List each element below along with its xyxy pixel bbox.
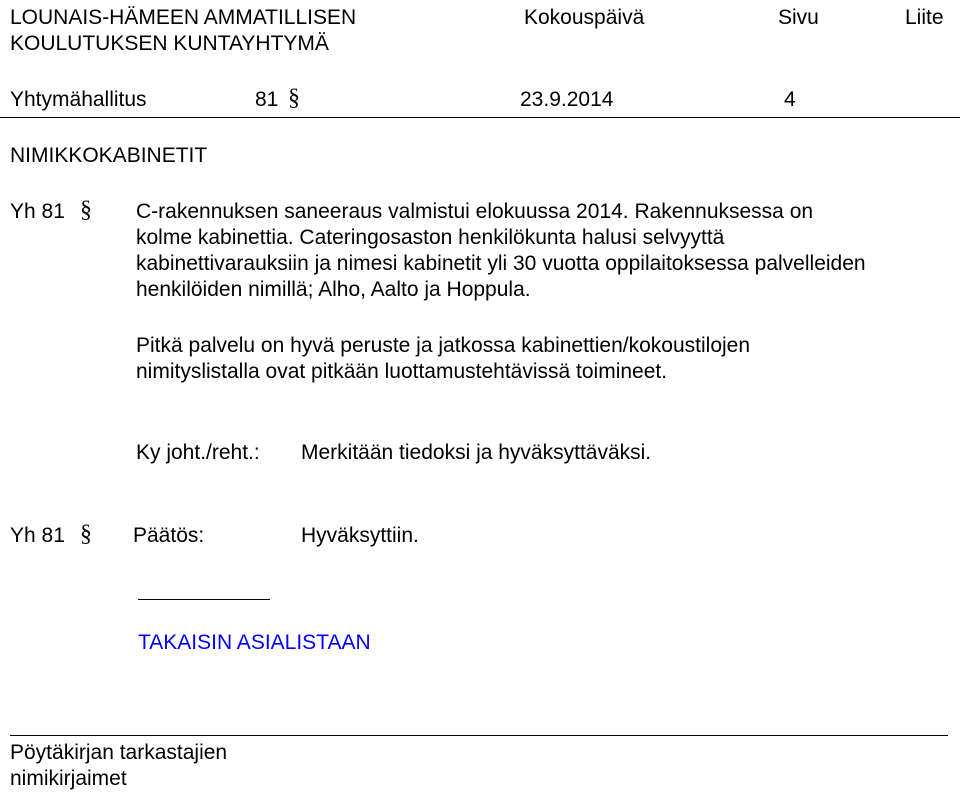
organization-name-line1: LOUNAIS-HÄMEEN AMMATILLISEN — [10, 6, 357, 29]
footer-reviewers-label-line1: Pöytäkirjan tarkastajien — [10, 741, 228, 764]
item-section-symbol: § — [80, 197, 92, 223]
footer-reviewers-label-line2: nimikirjaimet — [10, 767, 127, 790]
decision-section-symbol: § — [80, 521, 92, 547]
back-to-agenda-link[interactable]: TAKAISIN ASIALISTAAN — [138, 631, 371, 654]
paragraph-line: Pitkä palvelu on hyvä peruste ja jatkossa kabinettien/kokoustilojen — [136, 334, 751, 357]
paragraph-line: henkilöiden nimillä; Alho, Aalto ja Hoppula. — [136, 278, 531, 301]
governing-body-name: Yhtymähallitus — [10, 88, 147, 111]
paragraph-line: nimityslistalla ovat pitkään luottamustehtävissä toimineet. — [136, 360, 668, 383]
item-title: NIMIKKOKABINETIT — [10, 144, 208, 167]
proposal-label: Ky joht./reht.: — [136, 441, 260, 464]
paragraph-line: C-rakennuksen saneeraus valmistui elokuussa 2014. Rakennuksessa on — [136, 200, 814, 223]
page-column-header: Sivu — [778, 6, 819, 29]
item-reference: Yh 81 — [10, 200, 65, 223]
header-section-number: 81 — [255, 88, 279, 111]
proposal-text: Merkitään tiedoksi ja hyväksyttäväksi. — [301, 441, 652, 464]
decision-label: Päätös: — [133, 524, 205, 547]
paragraph-line: kolme kabinettia. Cateringosaston henkilökunta halusi selvyyttä — [136, 226, 725, 249]
header-section-symbol: § — [288, 85, 300, 111]
footer-divider — [10, 735, 948, 736]
header-divider — [0, 117, 960, 118]
attachment-column-header: Liite — [905, 6, 944, 29]
short-divider — [138, 599, 270, 600]
page-number: 4 — [784, 88, 796, 111]
meeting-date-column-header: Kokouspäivä — [524, 6, 645, 29]
decision-reference: Yh 81 — [10, 524, 65, 547]
decision-text: Hyväksyttiin. — [301, 524, 419, 547]
organization-name-line2: KOULUTUKSEN KUNTAYHTYMÄ — [10, 32, 329, 55]
meeting-date: 23.9.2014 — [520, 88, 614, 111]
paragraph-line: kabinettivarauksiin ja nimesi kabinetit yli 30 vuotta oppilaitoksessa palvelleiden — [136, 252, 866, 275]
